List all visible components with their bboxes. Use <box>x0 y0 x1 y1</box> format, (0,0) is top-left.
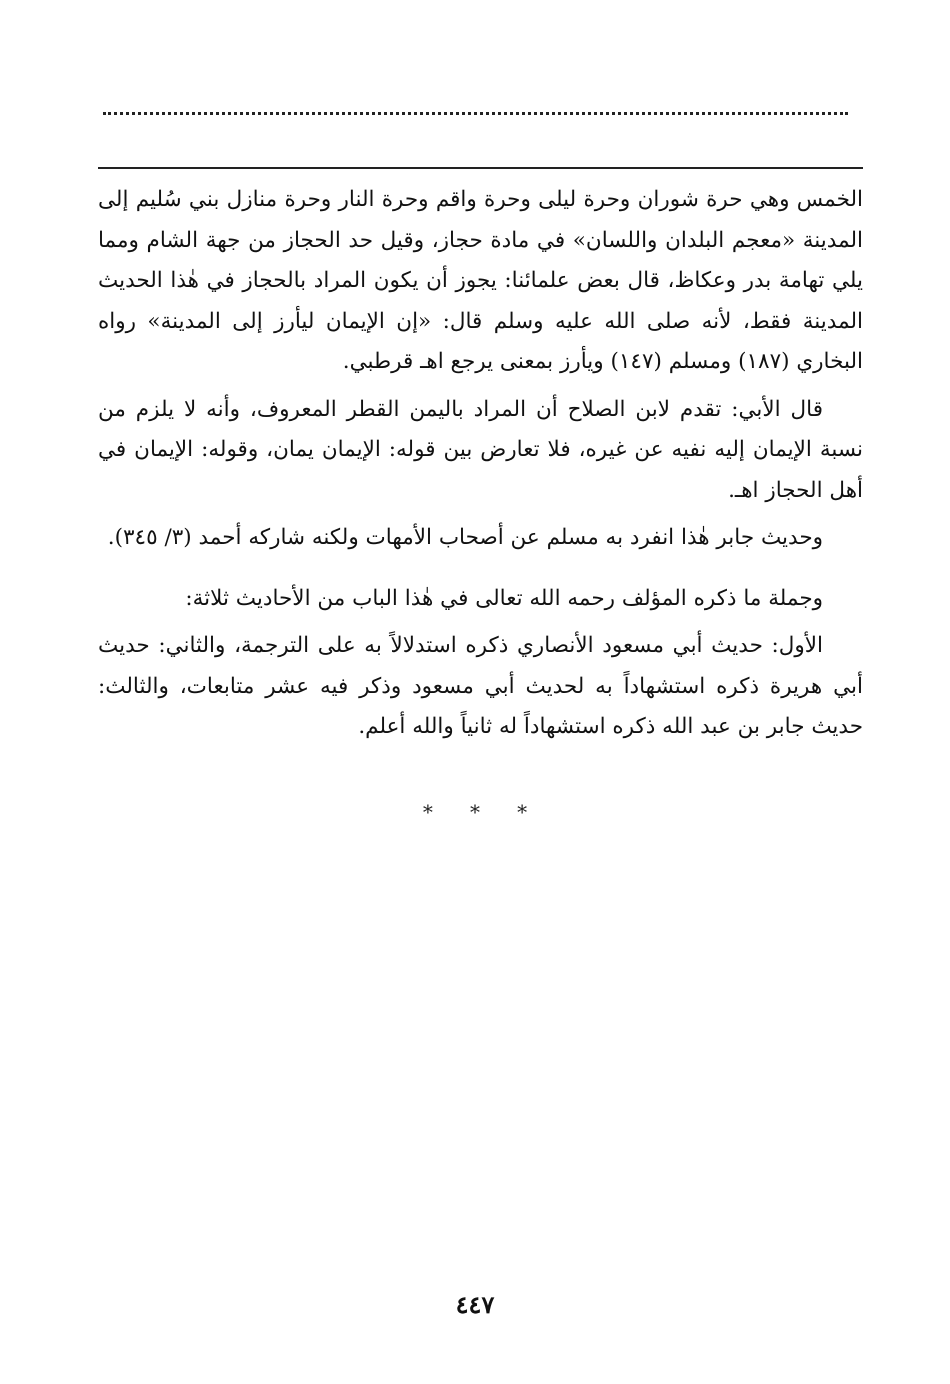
page-number: ٤٤٧ <box>455 1290 495 1319</box>
page-text-block <box>98 180 863 748</box>
paragraph-al-ubbi-quote: قال الأبي: تقدم لابن الصلاح أن المراد باليمن القطر المعروف، وأنه لا يلزم من نسبة الإيمان إليه نفيه عن غيره، فلا تعارض بين قوله: الإيمان يمان، وقوله: الإيمان في أهل الحجاز اهـ. <box>98 396 863 503</box>
footnote-solid-separator <box>98 167 863 169</box>
star-ornament: * <box>517 800 528 824</box>
paragraph-chapter-summary-intro: وجملة ما ذكره المؤلف رحمه الله تعالى في هٰذا الباب من الأحاديث ثلاثة: <box>185 585 823 611</box>
section-end-stars <box>0 800 950 824</box>
star-ornament: * <box>422 800 433 824</box>
paragraph-jabir-hadith-note: وحديث جابر هٰذا انفرد به مسلم عن أصحاب الأمهات ولكنه شاركه أحمد (٣/ ٣٤٥). <box>107 525 823 550</box>
paragraph-hijaz-definition: الخمس وهي حرة شوران وحرة ليلى وحرة واقم وحرة النار وحرة منازل بني سُليم إلى المدينة «معجم البلدان واللسان» في مادة حجاز، وقيل حد الحجاز من جهة الشام ومما يلي تهامة بدر وعكاظ، قال بعض علمائنا: يجوز أن يكون المراد بالحجاز في هٰذا الحديث المدينة فقط، لأنه صلى الله عليه وسلم قال: «إن الإيمان ليأرز إلى المدينة» رواه البخاري (١٨٧) ومسلم (١٤٧) ويأرز بمعنى يرجع اهـ قرطبي. <box>98 187 863 374</box>
star-ornament: * <box>470 800 480 824</box>
paragraph-chapter-summary-list: الأول: حديث أبي مسعود الأنصاري ذكره استدلالاً به على الترجمة، والثاني: حديث أبي هريرة ذكره استشهاداً به لحديث أبي مسعود وذكر فيه عشر متابعات، والثالث: حديث جابر بن عبد الله ذكره استشهاداً له ثانياً والله أعلم. <box>98 633 863 739</box>
footnote-dotted-separator <box>103 112 848 115</box>
